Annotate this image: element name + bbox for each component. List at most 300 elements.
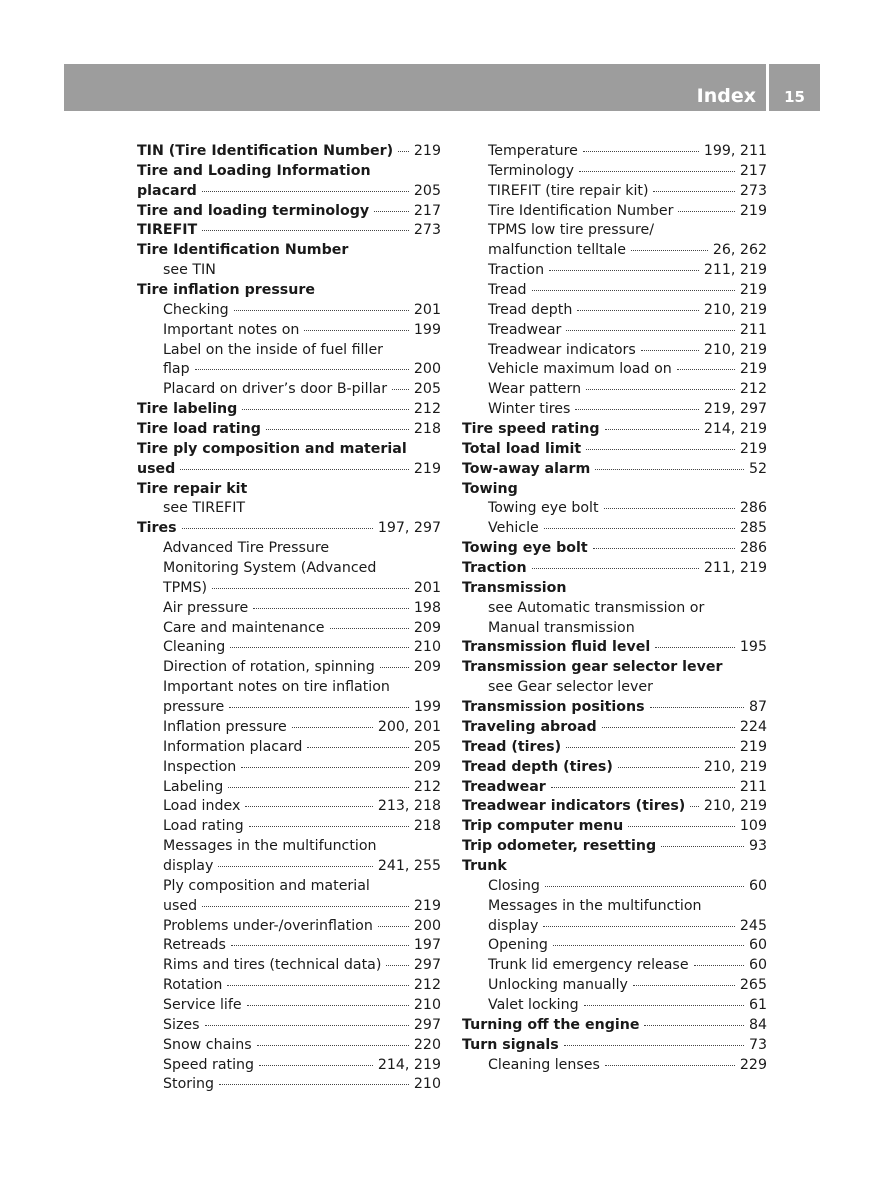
dot-leader (398, 150, 409, 152)
entry-text: Tire repair kit (137, 480, 248, 497)
index-subentry (137, 917, 441, 937)
index-entry (137, 241, 441, 261)
entry-text: used (163, 897, 198, 914)
entry-text: Storing (163, 1076, 215, 1093)
index-subentry (462, 221, 767, 241)
index-subentry (462, 976, 767, 996)
entry-text: TIREFIT (137, 222, 198, 239)
dot-leader (644, 1024, 743, 1026)
index-entry (462, 817, 767, 837)
index-subentry (137, 360, 441, 380)
entry-text: Treadwear indicators (488, 341, 636, 358)
page-reference: 213, 218 (377, 798, 441, 815)
page-reference: 199 (413, 321, 441, 338)
index-subentry (462, 360, 767, 380)
index-subentry (462, 897, 767, 917)
entry-text: Inspection (163, 758, 237, 775)
index-subentry (462, 936, 767, 956)
dot-leader (249, 825, 409, 827)
index-subentry (462, 202, 767, 222)
dot-leader (694, 964, 744, 966)
index-subentry (137, 837, 441, 857)
dot-leader (245, 805, 372, 807)
dot-leader (595, 468, 744, 470)
page-reference: 218 (413, 818, 441, 835)
entry-text: Messages in the multifunction (488, 897, 702, 914)
page-reference: 297 (413, 957, 441, 974)
entry-text: Winter tires (488, 401, 571, 418)
page-reference: 229 (739, 1056, 767, 1073)
index-subentry (462, 281, 767, 301)
dot-leader (579, 170, 735, 172)
index-subentry (137, 678, 441, 698)
entry-text: Turning off the engine (462, 1016, 640, 1033)
index-entry (462, 579, 767, 599)
index-subentry (137, 698, 441, 718)
index-entry (462, 420, 767, 440)
page-reference: 60 (748, 957, 767, 974)
page-reference: 197, 297 (377, 520, 441, 537)
entry-text: Ply composition and material (163, 877, 370, 894)
entry-text: Manual transmission (488, 619, 635, 636)
entry-text: Tire and Loading Information (137, 162, 371, 179)
entry-text: Trunk lid emergency release (488, 957, 689, 974)
page-reference: 286 (739, 500, 767, 517)
dot-leader (242, 408, 409, 410)
entry-text: Tow-away alarm (462, 460, 591, 477)
dot-leader (219, 1083, 409, 1085)
page-reference: 224 (739, 718, 767, 735)
page-reference: 210, 219 (703, 301, 767, 318)
dot-leader (618, 766, 699, 768)
index-subentry (462, 956, 767, 976)
dot-leader (566, 746, 735, 748)
page-reference: 205 (413, 738, 441, 755)
page-reference: 219 (413, 143, 441, 159)
index-entry (137, 281, 441, 301)
entry-text: Transmission positions (462, 699, 645, 716)
page-reference: 265 (739, 977, 767, 994)
page-reference: 219 (413, 897, 441, 914)
dot-leader (543, 925, 735, 927)
page-reference: 211, 219 (703, 262, 767, 279)
entry-text: Speed rating (163, 1056, 255, 1073)
index-subentry (462, 678, 767, 698)
page-reference: 209 (413, 758, 441, 775)
entry-text: Inflation pressure (163, 718, 287, 735)
index-subentry (462, 519, 767, 539)
index-subentry (462, 1056, 767, 1076)
dot-leader (392, 388, 409, 390)
index-entry (462, 1036, 767, 1056)
index-subentry (137, 261, 441, 281)
page-reference: 87 (748, 699, 767, 716)
entry-text: TPMS) (163, 579, 208, 596)
entry-text: see Gear selector lever (488, 679, 653, 696)
page-reference: 109 (739, 818, 767, 835)
index-entry (137, 221, 441, 241)
dot-leader (205, 1024, 409, 1026)
index-subentry (462, 619, 767, 639)
dot-leader (628, 825, 735, 827)
entry-text: Load index (163, 798, 241, 815)
entry-text: Traveling abroad (462, 718, 597, 735)
entry-text: Towing eye bolt (462, 540, 588, 557)
entry-text: Cleaning lenses (488, 1056, 600, 1073)
dot-leader (605, 1064, 735, 1066)
page-reference: 214, 219 (703, 421, 767, 438)
entry-text: Tread (tires) (462, 738, 562, 755)
dot-leader (330, 627, 409, 629)
entry-text: Transmission (462, 579, 567, 596)
dot-leader (307, 746, 409, 748)
index-subentry (137, 778, 441, 798)
entry-text: Tire inflation pressure (137, 282, 315, 299)
index-subentry (462, 301, 767, 321)
page-reference: 210 (413, 996, 441, 1013)
index-entry (137, 440, 441, 460)
index-subentry (137, 599, 441, 619)
dot-leader (577, 309, 698, 311)
index-subentry (462, 996, 767, 1016)
entry-text: Treadwear (488, 321, 562, 338)
index-subentry (137, 718, 441, 738)
page-reference: 211 (739, 778, 767, 795)
entry-text: Temperature (488, 143, 578, 159)
entry-text: Tire and loading terminology (137, 202, 370, 219)
page-reference: 210, 219 (703, 341, 767, 358)
entry-text: Traction (488, 262, 545, 279)
page-reference: 205 (413, 182, 441, 199)
page-reference: 245 (739, 917, 767, 934)
index-entry (462, 638, 767, 658)
entry-text: see TIN (163, 262, 216, 279)
index-entry (137, 400, 441, 420)
dot-leader (604, 507, 735, 509)
entry-text: Label on the inside of fuel filler (163, 341, 384, 358)
index-subentry (462, 321, 767, 341)
dot-leader (386, 964, 409, 966)
page-reference: 199 (413, 699, 441, 716)
index-entry (137, 162, 441, 182)
dot-leader (202, 905, 409, 907)
entry-text: Total load limit (462, 440, 582, 457)
index-entry (137, 202, 441, 222)
entry-text: Placard on driver’s door B-pillar (163, 381, 388, 398)
index-subentry (462, 877, 767, 897)
page-reference: 219 (739, 202, 767, 219)
index-subentry (462, 400, 767, 420)
entry-text: Trunk (462, 857, 507, 874)
dot-leader (292, 726, 373, 728)
page-reference: 200 (413, 917, 441, 934)
page-reference: 195 (739, 639, 767, 656)
index-subentry (137, 321, 441, 341)
entry-text: Trip odometer, resetting (462, 838, 657, 855)
entry-text: display (488, 917, 539, 934)
dot-leader (532, 567, 699, 569)
entry-text: Tire Identification Number (488, 202, 674, 219)
page-reference: 219 (739, 361, 767, 378)
entry-text: Vehicle maximum load on (488, 361, 672, 378)
index-subentry (462, 241, 767, 261)
dot-leader (202, 190, 409, 192)
dot-leader (549, 269, 699, 271)
index-subentry (137, 817, 441, 837)
index-subentry (137, 341, 441, 361)
dot-leader (553, 944, 744, 946)
entry-text: TPMS low tire pressure/ (488, 222, 655, 239)
dot-leader (678, 210, 734, 212)
index-entry (462, 738, 767, 758)
index-entry (462, 559, 767, 579)
index-entry (137, 460, 441, 480)
index-subentry (137, 936, 441, 956)
index-entry (462, 837, 767, 857)
index-entry (137, 142, 441, 162)
dot-leader (378, 925, 409, 927)
dot-leader (551, 786, 735, 788)
dot-leader (230, 646, 409, 648)
index-entry (462, 758, 767, 778)
entry-text: display (163, 857, 214, 874)
dot-leader (583, 150, 699, 152)
page-reference: 241, 255 (377, 857, 441, 874)
entry-text: Monitoring System (Advanced (163, 560, 377, 577)
entry-text: Snow chains (163, 1036, 252, 1053)
page-reference: 219 (413, 460, 441, 477)
dot-leader (532, 289, 735, 291)
index-subentry (137, 877, 441, 897)
page-reference: 84 (748, 1016, 767, 1033)
index-subentry (137, 996, 441, 1016)
entry-text: placard (137, 182, 197, 199)
section-title: Index (696, 85, 756, 107)
index-subentry (137, 956, 441, 976)
index-subentry (137, 857, 441, 877)
dot-leader (241, 766, 409, 768)
page-reference: 210 (413, 639, 441, 656)
entry-text: flap (163, 361, 190, 378)
entry-text: Messages in the multifunction (163, 838, 377, 855)
page-reference: 212 (413, 778, 441, 795)
entry-text: Labeling (163, 778, 224, 795)
entry-text: Tires (137, 520, 177, 537)
entry-text: Treadwear indicators (tires) (462, 798, 686, 815)
dot-leader (650, 706, 744, 708)
page-reference: 61 (748, 996, 767, 1013)
entry-text: see TIREFIT (163, 500, 246, 517)
entry-text: Trip computer menu (462, 818, 624, 835)
entry-text: pressure (163, 699, 225, 716)
index-column-right (462, 142, 767, 1075)
index-subentry (462, 917, 767, 937)
page-reference: 200, 201 (377, 718, 441, 735)
index-subentry (462, 499, 767, 519)
entry-text: Traction (462, 560, 527, 577)
page-reference: 273 (739, 182, 767, 199)
index-subentry (462, 162, 767, 182)
entry-text: TIREFIT (tire repair kit) (488, 182, 649, 199)
index-subentry (137, 539, 441, 559)
index-subentry (137, 579, 441, 599)
page-reference: 219 (739, 282, 767, 299)
index-entry (137, 420, 441, 440)
index-subentry (137, 738, 441, 758)
entry-text: Closing (488, 877, 540, 894)
index-subentry (137, 797, 441, 817)
dot-leader (259, 1064, 373, 1066)
page-number-box (769, 64, 820, 111)
dot-leader (605, 428, 699, 430)
page-reference: 210, 219 (703, 758, 767, 775)
page-reference: 286 (739, 540, 767, 557)
dot-leader (564, 1044, 744, 1046)
dot-leader (257, 1044, 409, 1046)
entry-text: Load rating (163, 818, 244, 835)
dot-leader (631, 249, 708, 251)
entry-text: Information placard (163, 738, 303, 755)
dot-leader (661, 845, 744, 847)
dot-leader (218, 865, 372, 867)
entry-text: Treadwear (462, 778, 546, 795)
entry-text: Rims and tires (technical data) (163, 957, 382, 974)
index-subentry (137, 619, 441, 639)
entry-text: Vehicle (488, 520, 539, 537)
dot-leader (641, 349, 699, 351)
page-reference: 93 (748, 838, 767, 855)
index-subentry (137, 301, 441, 321)
header-bar (64, 64, 766, 111)
index-subentry (137, 638, 441, 658)
dot-leader (182, 527, 373, 529)
entry-text: Sizes (163, 1016, 200, 1033)
dot-leader (633, 984, 735, 986)
page-reference: 211 (739, 321, 767, 338)
dot-leader (586, 448, 735, 450)
entry-text: Tread (488, 282, 527, 299)
index-entry (462, 857, 767, 877)
index-subentry (137, 559, 441, 579)
index-subentry (462, 341, 767, 361)
dot-leader (180, 468, 409, 470)
page-reference: 201 (413, 579, 441, 596)
entry-text: Retreads (163, 937, 226, 954)
index-subentry (137, 1036, 441, 1056)
entry-text: Direction of rotation, spinning (163, 659, 375, 676)
page-reference: 205 (413, 381, 441, 398)
entry-text: Care and maintenance (163, 619, 325, 636)
index-subentry (462, 142, 767, 162)
index-entry (462, 480, 767, 500)
page-number: 15 (784, 88, 805, 106)
entry-text: Transmission gear selector lever (462, 659, 723, 676)
page-reference: 212 (413, 977, 441, 994)
entry-text: Cleaning (163, 639, 226, 656)
dot-leader (195, 368, 409, 370)
dot-leader (593, 547, 735, 549)
dot-leader (228, 786, 409, 788)
index-entry (137, 519, 441, 539)
dot-leader (544, 527, 735, 529)
entry-text: Tire labeling (137, 401, 238, 418)
dot-leader (229, 706, 409, 708)
index-subentry (137, 1016, 441, 1036)
page-reference: 73 (748, 1036, 767, 1053)
page-reference: 201 (413, 301, 441, 318)
index-entry (137, 182, 441, 202)
index-subentry (462, 182, 767, 202)
entry-text: Problems under-/overinflation (163, 917, 373, 934)
dot-leader (234, 309, 409, 311)
index-entry (462, 440, 767, 460)
dot-leader (602, 726, 735, 728)
dot-leader (227, 984, 409, 986)
page-reference: 220 (413, 1036, 441, 1053)
entry-text: Checking (163, 301, 229, 318)
index-subentry (462, 599, 767, 619)
page-reference: 211, 219 (703, 560, 767, 577)
page-reference: 199, 211 (703, 143, 767, 159)
index-subentry (137, 658, 441, 678)
entry-text: Transmission fluid level (462, 639, 651, 656)
entry-text: Tread depth (488, 301, 573, 318)
entry-text: Wear pattern (488, 381, 582, 398)
dot-leader (266, 428, 409, 430)
page-reference: 297 (413, 1016, 441, 1033)
entry-text: Tread depth (tires) (462, 758, 613, 775)
entry-text: Advanced Tire Pressure (163, 540, 330, 557)
page-reference: 209 (413, 659, 441, 676)
page-reference: 273 (413, 222, 441, 239)
index-entry (462, 718, 767, 738)
dot-leader (690, 805, 699, 807)
page-reference: 197 (413, 937, 441, 954)
index-subentry (137, 758, 441, 778)
entry-text: Important notes on tire inflation (163, 679, 390, 696)
entry-text: Service life (163, 996, 242, 1013)
entry-text: Important notes on (163, 321, 300, 338)
dot-leader (655, 646, 735, 648)
index-entry (462, 797, 767, 817)
dot-leader (677, 368, 735, 370)
page-reference: 26, 262 (712, 242, 767, 259)
page-reference: 218 (413, 421, 441, 438)
entry-text: Tire speed rating (462, 421, 600, 438)
page-reference: 60 (748, 937, 767, 954)
index-subentry (137, 380, 441, 400)
entry-text: Towing (462, 480, 518, 497)
entry-text: Rotation (163, 977, 223, 994)
page-reference: 219 (739, 440, 767, 457)
entry-text: Air pressure (163, 599, 249, 616)
entry-text: Tire Identification Number (137, 242, 349, 259)
entry-text: malfunction telltale (488, 242, 627, 259)
page-reference: 198 (413, 599, 441, 616)
page-reference: 60 (748, 877, 767, 894)
page-reference: 219 (739, 738, 767, 755)
dot-leader (566, 329, 735, 331)
dot-leader (545, 885, 744, 887)
index-entry (462, 778, 767, 798)
index-entry (462, 539, 767, 559)
index-subentry (137, 499, 441, 519)
index-entry (462, 698, 767, 718)
dot-leader (380, 666, 409, 668)
index-column-left (137, 142, 441, 1095)
entry-text: Terminology (488, 162, 575, 179)
page-reference: 200 (413, 361, 441, 378)
